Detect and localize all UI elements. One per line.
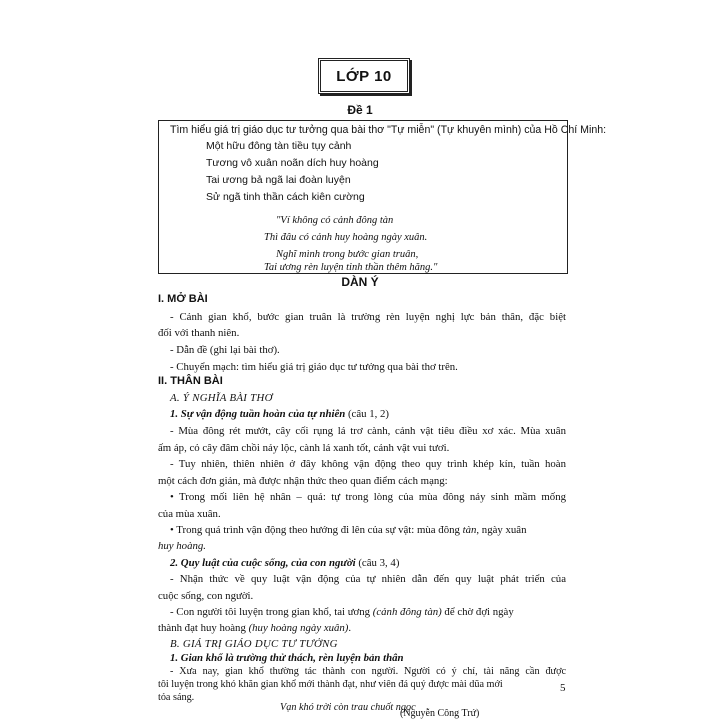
text-run: - Con người tôi luyện trong gian khổ, tai ương <box>170 606 373 618</box>
subsection-item <box>170 557 399 569</box>
text-run: , ngày xuân <box>476 524 527 536</box>
subsection-item-title: 1. Gian khổ là trường thử thách, rèn luyện bản thân <box>170 652 404 664</box>
paragraph-line: - Dẫn đề (ghi lại bài thơ). <box>170 344 280 356</box>
poem-translation-line: Nghĩ mình trong bước gian truân, <box>276 249 419 260</box>
exam-title: Đề 1 <box>347 103 373 117</box>
paragraph-line: - Mùa đông rét mướt, cây cối rụng lá trơ cành, cảnh vật tiêu điều xơ xác. Mùa xuân <box>170 425 566 437</box>
section-heading: II. THÂN BÀI <box>158 375 223 387</box>
poem-translation-line: "Ví không có cảnh đông tàn <box>276 215 394 226</box>
grade-heading: LỚP 10 <box>336 67 392 85</box>
paragraph-line: của mùa xuân. <box>158 508 221 520</box>
paragraph-line: đối với thanh niên. <box>158 327 240 339</box>
poem-original-line: Sử ngã tinh thần cách kiên cường <box>206 191 365 203</box>
text-run-italic: tàn <box>462 524 477 536</box>
paragraph-line: - Chuyển mạch: tìm hiểu giá trị giáo dục tư tưởng qua bài thơ trên. <box>170 361 458 373</box>
paragraph-line: cuộc sống, con người. <box>158 590 254 602</box>
quote-author: (Nguyễn Công Trứ) <box>400 708 480 719</box>
text-run-italic: (huy hoàng ngày xuân) <box>248 622 349 634</box>
paragraph-line: tỏa sáng. <box>158 692 195 703</box>
text-run: . <box>348 622 352 634</box>
text-run: để chờ đợi ngày <box>441 606 514 618</box>
page-number: 5 <box>560 682 566 694</box>
subsection-item-note: (câu 3, 4) <box>355 557 400 569</box>
paragraph-line: tôi luyện trong khó khăn gian khổ mới thành đạt, như viên đá quý được mài dũa mới <box>158 679 503 690</box>
text-run: thành đạt huy hoàng <box>158 622 249 634</box>
grade-heading-box <box>318 58 410 94</box>
subsection-heading: A. Ý NGHĨA BÀI THƠ <box>170 392 273 404</box>
paragraph-line <box>158 622 351 634</box>
subsection-item-title: 2. Quy luật của cuộc sống, của con người <box>170 557 356 569</box>
subsection-item-note: (câu 1, 2) <box>345 408 390 420</box>
poem-translation-line: Thì đâu có cảnh huy hoàng ngày xuân. <box>264 232 428 243</box>
poem-original-line: Một hữu đông tàn tiều tụy cảnh <box>206 140 352 152</box>
paragraph-line: - Xưa nay, gian khổ thường tác thành con người. Người có ý chí, tài năng cần được <box>170 666 566 677</box>
prompt-text: Tìm hiểu giá trị giáo dục tư tưởng qua bài thơ "Tự miễn" (Tự khuyên mình) của Hồ Chí Minh: <box>170 124 607 136</box>
paragraph-line: - Cảnh gian khổ, bước gian truân là trường rèn luyện nghị lực bản thân, đặc biệt <box>170 311 566 323</box>
paragraph-line: ấm áp, cỏ cây đâm chồi nảy lộc, cành lá xanh tốt, cảnh vật vui tươi. <box>158 442 450 454</box>
paragraph-line: một cách đơn giản, mà được nhận thức theo quan điểm cách mạng: <box>158 475 448 487</box>
text-run: • Trong quá trình vận động theo hướng đi lên của sự vật: mùa đông <box>170 524 463 536</box>
subsection-heading: B. GIÁ TRỊ GIÁO DỤC TƯ TƯỞNG <box>170 638 338 650</box>
quote-line: Vạn khó trời còn trau chuốt ngọc <box>280 702 416 713</box>
text-run-italic: (cảnh đông tàn) <box>372 606 442 618</box>
poem-original-line: Tai ương bả ngã lai đoàn luyện <box>206 174 351 186</box>
poem-original-line: Tương vô xuân noãn dích huy hoàng <box>206 157 379 169</box>
paragraph-line: huy hoàng. <box>158 540 206 552</box>
outline-title: DÀN Ý <box>341 275 379 289</box>
section-heading: I. MỞ BÀI <box>158 293 208 305</box>
paragraph-line: - Tuy nhiên, thiên nhiên ở đây không vận động theo quy trình khép kín, tuần hoàn <box>170 458 566 470</box>
paragraph-line: • Trong mối liên hệ nhân – quả: tự trong lòng của mùa đông nảy sinh mầm mống <box>170 491 566 503</box>
poem-translation-line: Tai ương rèn luyện tinh thần thêm hăng." <box>264 262 438 273</box>
paragraph-line <box>170 524 566 536</box>
paragraph-line <box>170 606 514 618</box>
subsection-item <box>170 408 389 420</box>
subsection-item-title: 1. Sự vận động tuần hoàn của tự nhiên <box>170 408 346 420</box>
paragraph-line: - Nhận thức về quy luật vận động của tự nhiên dẫn đến quy luật phát triển của <box>170 573 566 585</box>
